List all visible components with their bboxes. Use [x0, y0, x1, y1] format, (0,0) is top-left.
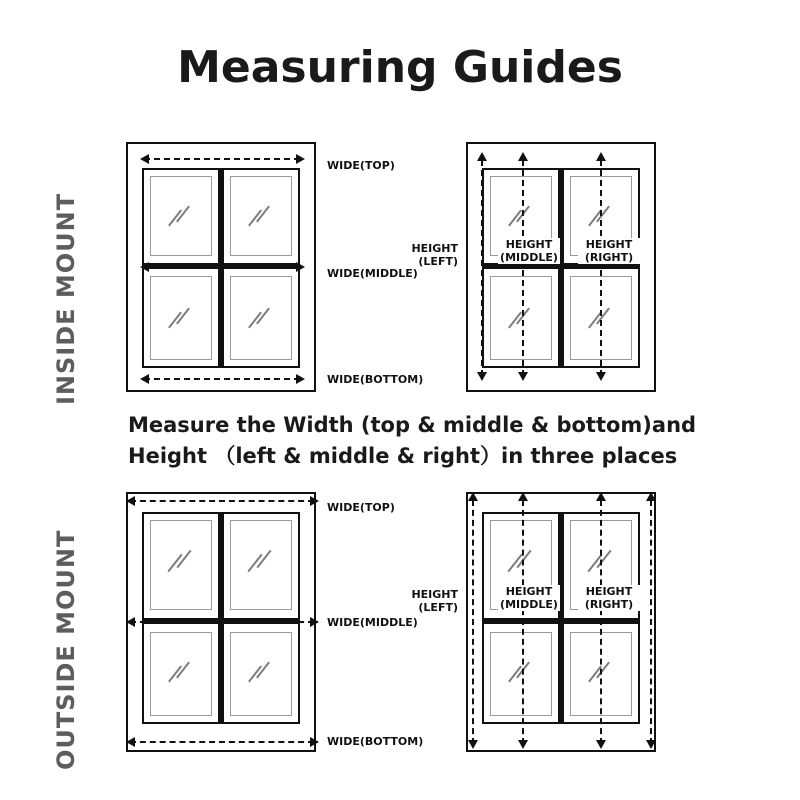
arrow-right-icon: [296, 262, 305, 272]
label-height-right: [578, 238, 640, 264]
label-height-left-line2: (LEFT): [418, 255, 458, 268]
label-height-middle-line2: (MIDDLE): [500, 251, 558, 264]
dimension-line-wide-middle: [130, 621, 314, 623]
arrow-up-icon: [596, 492, 606, 501]
dimension-line-height-outer: [650, 500, 652, 744]
dimension-line-wide-bottom: [130, 741, 314, 743]
arrow-right-icon: [310, 617, 319, 627]
dimension-line-height-left: [481, 160, 483, 376]
arrow-down-icon: [518, 372, 528, 381]
label-wide-bottom: WIDE(BOTTOM): [327, 373, 424, 386]
label-height-middle-line1: HEIGHT: [505, 238, 553, 251]
caption-line-1: Measure the Width (top & middle & bottom)and: [128, 413, 697, 437]
label-height-middle-line1: HEIGHT: [505, 585, 553, 598]
arrow-down-icon: [468, 740, 478, 749]
arrow-up-icon: [518, 492, 528, 501]
section-label-inside-mount: INSIDE MOUNT: [52, 192, 80, 405]
caption-line-2: Height （left & middle & right）in three places: [128, 444, 678, 468]
label-height-right-line2: (RIGHT): [584, 598, 634, 611]
arrow-left-icon: [126, 617, 135, 627]
figure-outside-mount-width: [126, 492, 326, 752]
arrow-down-icon: [477, 372, 487, 381]
arrow-up-icon: [468, 492, 478, 501]
label-wide-bottom: WIDE(BOTTOM): [327, 735, 424, 748]
dimension-line-wide-top: [144, 158, 300, 160]
arrow-left-icon: [140, 262, 149, 272]
label-height-left-line2: (LEFT): [418, 601, 458, 614]
dimension-line-wide-middle: [144, 266, 300, 268]
arrow-left-icon: [140, 154, 149, 164]
dimension-line-wide-top: [130, 500, 314, 502]
page-title: Measuring Guides: [177, 42, 623, 93]
arrow-right-icon: [310, 737, 319, 747]
arrow-up-icon: [518, 152, 528, 161]
arrow-down-icon: [596, 372, 606, 381]
label-height-right: [578, 585, 640, 611]
dimension-line-height-right: [600, 500, 602, 744]
label-wide-middle: WIDE(MIDDLE): [327, 267, 418, 280]
label-height-left-line1: HEIGHT: [411, 242, 458, 255]
label-height-right-line1: HEIGHT: [585, 585, 633, 598]
label-wide-middle: WIDE(MIDDLE): [327, 616, 418, 629]
arrow-right-icon: [296, 154, 305, 164]
label-height-left: [400, 242, 458, 268]
window-mullion-horizontal: [482, 618, 640, 624]
arrow-right-icon: [310, 496, 319, 506]
arrow-up-icon: [646, 492, 656, 501]
dimension-line-height-left: [472, 500, 474, 744]
arrow-down-icon: [518, 740, 528, 749]
window-pane: [150, 520, 212, 610]
label-height-right-line2: (RIGHT): [584, 251, 634, 264]
label-height-left-line1: HEIGHT: [411, 588, 458, 601]
arrow-right-icon: [296, 374, 305, 384]
figure-inside-mount-width: [126, 142, 316, 392]
figure-inside-mount-height: [466, 142, 656, 392]
window-pane: [230, 520, 292, 610]
dimension-line-wide-bottom: [144, 378, 300, 380]
figure-outside-mount-height: [466, 492, 666, 752]
label-wide-top: WIDE(TOP): [327, 501, 395, 514]
arrow-down-icon: [646, 740, 656, 749]
label-height-middle: [498, 238, 560, 264]
arrow-left-icon: [126, 737, 135, 747]
section-label-outside-mount: OUTSIDE MOUNT: [52, 529, 80, 770]
label-height-middle: [498, 585, 560, 611]
arrow-down-icon: [596, 740, 606, 749]
arrow-left-icon: [126, 496, 135, 506]
caption-block: [128, 410, 728, 472]
label-wide-top: WIDE(TOP): [327, 159, 395, 172]
dimension-line-height-middle: [522, 160, 524, 376]
dimension-line-height-middle: [522, 500, 524, 744]
arrow-up-icon: [477, 152, 487, 161]
label-height-right-line1: HEIGHT: [585, 238, 633, 251]
arrow-up-icon: [596, 152, 606, 161]
arrow-left-icon: [140, 374, 149, 384]
dimension-line-height-right: [600, 160, 602, 376]
label-height-left: [400, 588, 458, 614]
label-height-middle-line2: (MIDDLE): [500, 598, 558, 611]
